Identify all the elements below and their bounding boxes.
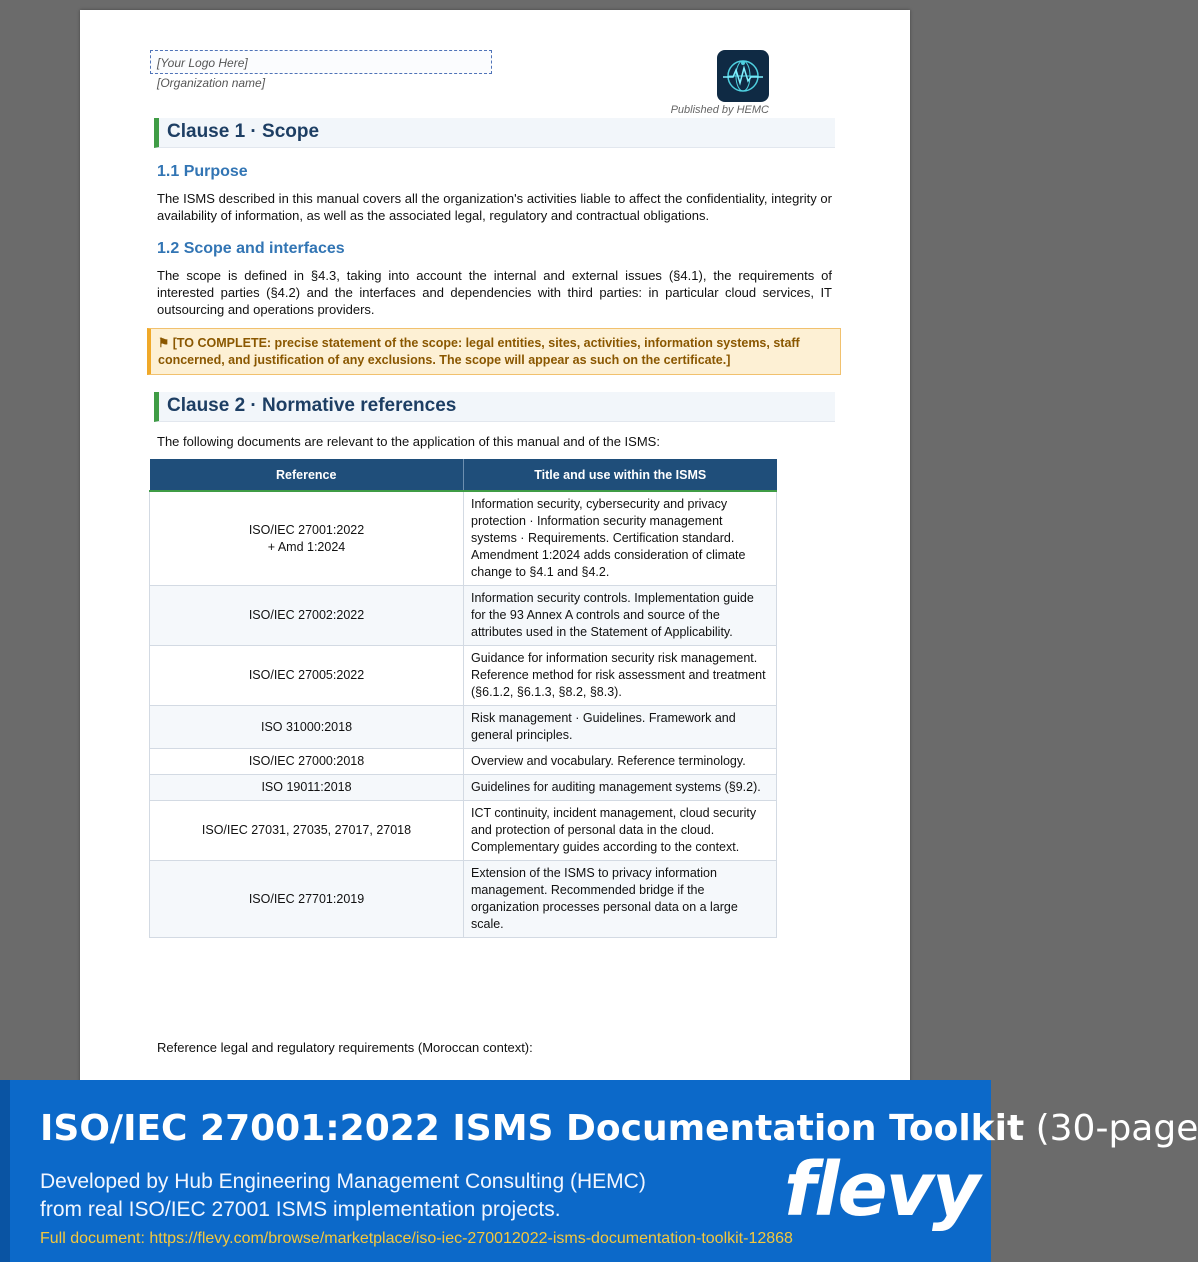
scope-heading: 1.2 Scope and interfaces — [157, 240, 345, 257]
reference-description: Guidelines for auditing management systems (§9.2). — [464, 775, 777, 801]
to-complete-note — [147, 328, 841, 375]
note-text: [TO COMPLETE: precise statement of the scope: legal entities, sites, activities, information systems, staff concerned, and justification of any exclusions. The scope will appear as such on the certificate.] — [158, 336, 800, 367]
banner-title-main: ISO/IEC 27001:2022 ISMS Documentation Toolkit — [40, 1108, 1025, 1149]
reference-cell: ISO/IEC 27002:2022 — [150, 586, 464, 646]
column-header-reference: Reference — [150, 459, 464, 491]
table-row — [150, 801, 777, 861]
clause-2-heading: Clause 2 · Normative references — [154, 392, 835, 422]
reference-cell: ISO/IEC 27701:2019 — [150, 861, 464, 938]
scope-text: The scope is defined in §4.3, taking into account the internal and external issues (§4.1), the requirements of interested parties (§4.2) and the interfaces and dependencies with third parties: in particular cloud services, IT outsourcing and operations providers. — [157, 268, 832, 317]
reference-cell: ISO/IEC 27005:2022 — [150, 646, 464, 706]
table-header-row — [150, 459, 777, 491]
banner-title — [40, 1108, 1198, 1149]
table-row — [150, 646, 777, 706]
reference-cell — [150, 491, 464, 586]
banner-accent-stripe — [0, 1080, 10, 1262]
clause-1-heading: Clause 1 · Scope — [154, 118, 835, 148]
reference-description: Information security, cybersecurity and privacy protection · Information security management systems · Requirements. Certification standard. Amendment 1:2024 adds consideration of climate change to §4.1 and §4.2. — [464, 491, 777, 586]
flag-icon: ⚑ — [158, 336, 170, 350]
publisher-caption: Published by HEMC — [670, 104, 769, 116]
legal-requirements-intro: Reference legal and regulatory requirements (Moroccan context): — [157, 1040, 533, 1055]
column-header-title: Title and use within the ISMS — [464, 459, 777, 491]
reference-cell: ISO/IEC 27031, 27035, 27017, 27018 — [150, 801, 464, 861]
flevy-logo[interactable]: flevy — [784, 1147, 979, 1233]
purpose-text: The ISMS described in this manual covers all the organization's activities liable to affect the confidentiality, integrity or availability of information, as well as the associated legal, regulatory and contractual obligations. — [157, 191, 832, 223]
reference-cell: ISO/IEC 27000:2018 — [150, 749, 464, 775]
reference-cell: ISO 19011:2018 — [150, 775, 464, 801]
reference-description: Overview and vocabulary. Reference terminology. — [464, 749, 777, 775]
logo-placeholder: [Your Logo Here] — [150, 50, 492, 74]
reference-amendment: + Amd 1:2024 — [267, 539, 346, 554]
reference-description: Extension of the ISMS to privacy information management. Recommended bridge if the organization processes personal data on a large scale. — [464, 861, 777, 938]
table-row — [150, 749, 777, 775]
reference-description: Guidance for information security risk management. Reference method for risk assessment and treatment (§6.1.2, §6.1.3, §8.2, §8.3). — [464, 646, 777, 706]
hemc-logo-icon — [717, 50, 769, 102]
table-row — [150, 586, 777, 646]
purpose-heading: 1.1 Purpose — [157, 163, 248, 180]
table-row — [150, 775, 777, 801]
references-intro: The following documents are relevant to the application of this manual and of the ISMS: — [157, 434, 660, 449]
banner-title-suffix: (30-page — [1024, 1108, 1198, 1149]
promo-banner — [0, 1080, 1198, 1262]
full-document-link[interactable]: Full document: https://flevy.com/browse/marketplace/iso-iec-270012022-isms-documentation-toolkit-12868 — [40, 1230, 793, 1247]
reference-code: ISO/IEC 27001:2022 — [248, 522, 365, 537]
reference-description: Information security controls. Implementation guide for the 93 Annex A controls and source of the attributes used in the Statement of Applicability. — [464, 586, 777, 646]
document-page — [80, 10, 910, 1090]
reference-cell: ISO 31000:2018 — [150, 706, 464, 749]
table-row — [150, 706, 777, 749]
table-row — [150, 861, 777, 938]
reference-description: ICT continuity, incident management, cloud security and protection of personal data in the cloud. Complementary guides according to the context. — [464, 801, 777, 861]
banner-description: Developed by Hub Engineering Management Consulting (HEMC) from real ISO/IEC 27001 ISMS implementation projects. — [40, 1170, 646, 1221]
reference-description: Risk management · Guidelines. Framework and general principles. — [464, 706, 777, 749]
table-row — [150, 491, 777, 586]
normative-references-table — [149, 459, 777, 938]
organization-name-placeholder: [Organization name] — [157, 76, 266, 90]
